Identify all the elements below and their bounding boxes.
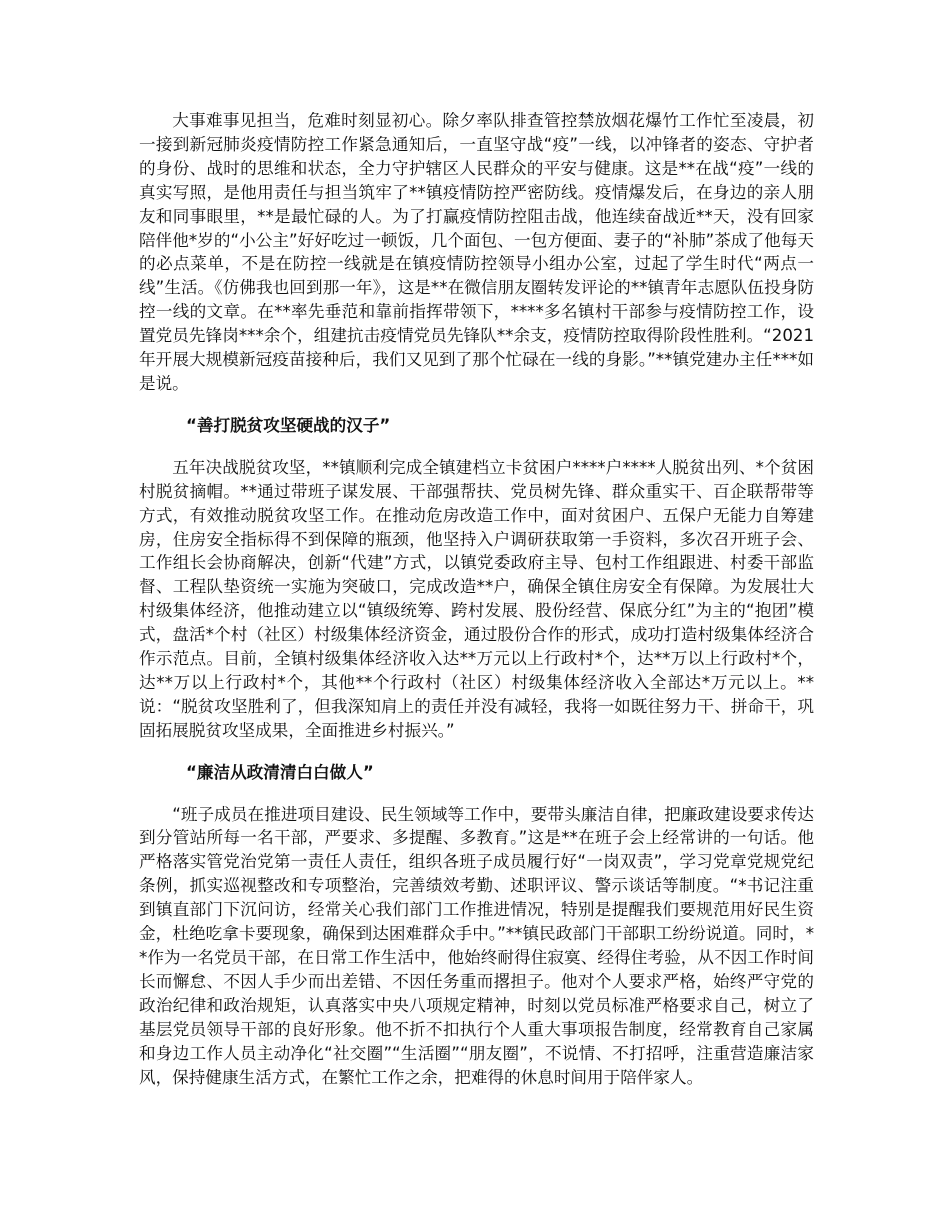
paragraph-integrity: “班子成员在推进项目建设、民生领域等工作中，要带头廉洁自律，把廉政建设要求传达到分管站所每一名干部，严要求、多提醒、多教育。”这是**在班子会上经常讲的一句话。他严格落实管党治党第一责任人责任，组织各班子成员履行好“一岗双责”，学习党章党规党纪条例，抓实巡视整改和专项整治，完善绩效考勤、述职评议、警示谈话等制度。“*书记注重到镇直部门下沉问访，经常关心我们部门工作推进情况，特别是提醒我们要规范用好民生资金，杜绝吃拿卡要现象，确保到达困难群众手中。”**镇民政部门干部职工纷纷说道。同时，**作为一名党员干部，在日常工作生活中，他始终耐得住寂寞、经得住考验，从不因工作时间长而懈怠、不因人手少而出差错、不因任务重而撂担子。他对个人要求严格，始终严守党的政治纪律和政治规矩，认真落实中央八项规定精神，时刻以党员标准严格要求自己，树立了基层党员领导干部的良好形象。他不折不扣执行个人重大事项报告制度，经常教育自己家属和身边工作人员主动净化“社交圈”“生活圈”“朋友圈”，不说情、不打招呼，注重营造廉洁家风，保持健康生活方式，在繁忙工作之余，把难得的休息时间用于陪伴家人。 — [139, 804, 814, 1087]
paragraph-anti-epidemic: 大事难事见担当，危难时刻显初心。除夕率队排查管控禁放烟花爆竹工作忙至凌晨，初一接到新冠肺炎疫情防控工作紧急通知后，一直坚守战“疫”一线，以冲锋者的姿态、守护者的身份、战时的思维和状态，全力守护辖区人民群众的平安与健康。这是**在战“疫”一线的真实写照，是他用责任与担当筑牢了**镇疫情防控严密防线。疫情爆发后，在身边的亲人朋友和同事眼里，**是最忙碌的人。为了打赢疫情防控阻击战，他连续奋战近**天，没有回家陪伴他*岁的“小公主”好好吃过一顿饭，几个面包、一包方便面、妻子的“补肺”茶成了他每天的必点菜单，不是在防控一线就是在镇疫情防控领导小组办公室，过起了学生时代“两点一线”生活。《仿佛我也回到那一年》，这是**在微信朋友圈转发评论的**镇青年志愿队伍投身防控一线的文章。在**率先垂范和靠前指挥带领下，****多名镇村干部参与疫情防控工作，设置党员先锋岗***余个，组建抗击疫情党员先锋队**余支，疫情防控取得阶段性胜利。“2021 年开展大规模新冠疫苗接种后，我们又见到了那个忙碌在一线的身影。”**镇党建办主任***如是说。 — [139, 111, 814, 393]
section-heading-integrity: “廉洁从政清清白白做人” — [186, 762, 374, 782]
section-heading-poverty: “善打脱贫攻坚硬战的汉子” — [186, 415, 391, 435]
paragraph-poverty-alleviation: 五年决战脱贫攻坚，**镇顺利完成全镇建档立卡贫困户****户****人脱贫出列、*个贫困村脱贫摘帽。**通过带班子谋发展、干部强帮扶、党员树先锋、群众重实干、百企联帮带等方式，有效推动脱贫攻坚工作。在推动危房改造工作中，面对贫困户、五保户无能力自筹建房，住房安全指标得不到保障的瓶颈，他坚持入户调研获取第一手资料，多次召开班子会、工作组长会协商解决，创新“代建”方式，以镇党委政府主导、包村工作组跟进、村委干部监督、工程队垫资统一实施为突破口，完成改造**户，确保全镇住房安全有保障。为发展壮大村级集体经济，他推动建立以“镇级统筹、跨村发展、股份经营、保底分红”为主的“抱团”模式，盘活*个村（社区）村级集体经济资金，通过股份合作的形式，成功打造村级集体经济合作示范点。目前，全镇村级集体经济收入达**万元以上行政村*个，达**万以上行政村*个，达**万以上行政村*个，其他**个行政村（社区）村级集体经济收入全部达*万元以上。**说：“脱贫攻坚胜利了，但我深知肩上的责任并没有减轻，我将一如既往努力干、拼命干，巩固拓展脱贫攻坚成果，全面推进乡村振兴。” — [139, 457, 814, 740]
document-page — [139, 109, 814, 1107]
